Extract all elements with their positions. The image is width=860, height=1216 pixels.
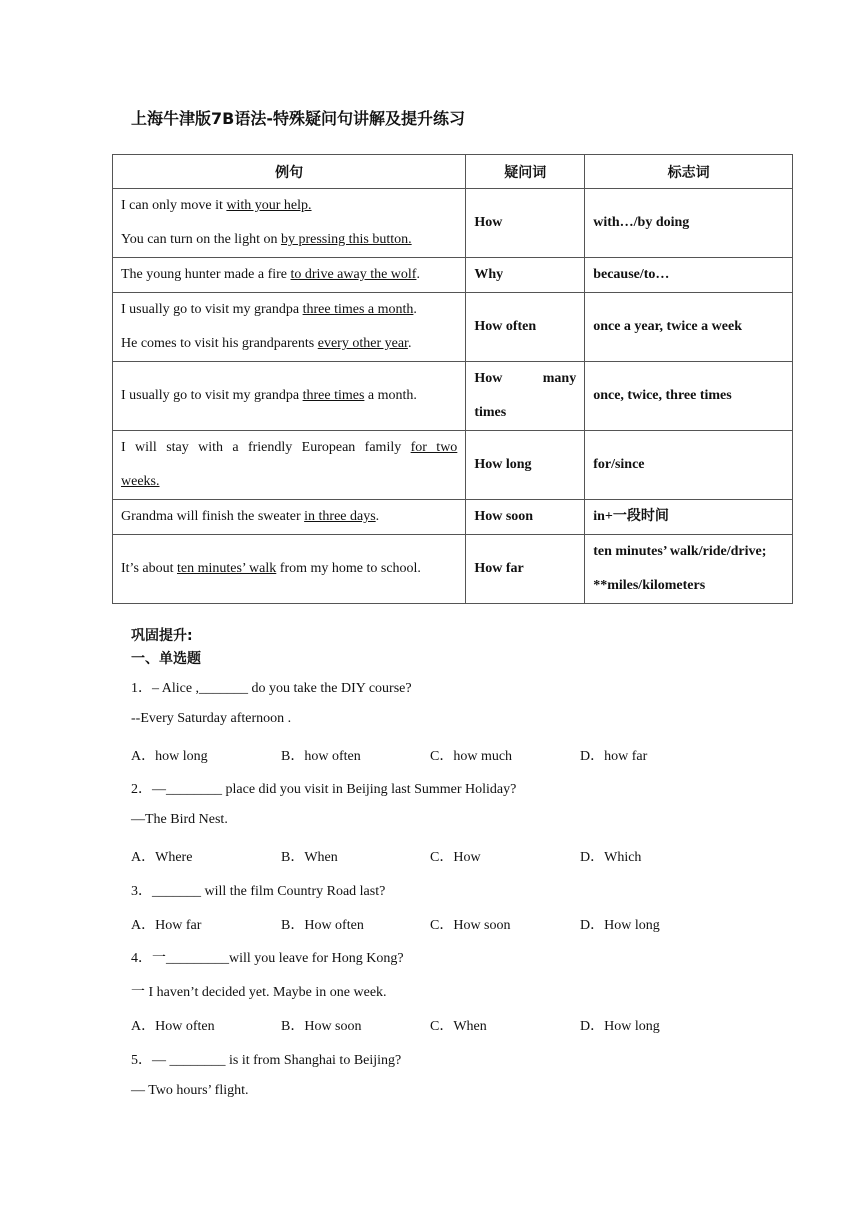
table-row <box>113 258 793 293</box>
question-word-table <box>112 154 793 604</box>
section-heading-consolidate: 巩固提升: <box>131 628 193 644</box>
question-2-option-b: B．When <box>281 850 338 865</box>
question-5-text: 5．— ________ is it from Shanghai to Beijing? <box>131 1053 402 1068</box>
section-heading-single-choice: 一、单选题 <box>131 651 201 667</box>
question-2-option-a: A．Where <box>131 850 193 865</box>
example-cell <box>113 431 466 500</box>
question-word-line: How many <box>474 371 577 386</box>
table-row <box>113 189 793 258</box>
header-example: 例句 <box>113 155 466 189</box>
example-sentence: I will stay with a friendly European family for two weeks. <box>121 440 458 489</box>
marker-word-cell: for/since <box>585 431 793 500</box>
question-4-option-b: B．How soon <box>281 1019 362 1034</box>
example-sentence: I usually go to visit my grandpa three times a month. <box>121 302 417 317</box>
question-word-cell: How far <box>466 535 585 604</box>
table-row <box>113 431 793 500</box>
question-1-option-c: C．how much <box>430 749 513 764</box>
question-4-option-c: C．When <box>430 1019 487 1034</box>
question-word-cell: How often <box>466 293 585 362</box>
example-cell <box>113 535 466 604</box>
question-word-cell: How soon <box>466 500 585 535</box>
question-2-text: 2．—________ place did you visit in Beijing last Summer Holiday? <box>131 782 517 797</box>
question-3-option-d: D．How long <box>580 918 660 933</box>
marker-word-cell: because/to… <box>585 258 793 293</box>
header-question-word: 疑问词 <box>466 155 585 189</box>
table-row <box>113 535 793 604</box>
marker-word-cell: once a year, twice a week <box>585 293 793 362</box>
marker-word-cell: in+一段时间 <box>585 500 793 535</box>
example-sentence: I can only move it with your help. <box>121 198 312 213</box>
example-sentence: You can turn on the light on by pressing this button. <box>121 232 412 247</box>
example-sentence: I usually go to visit my grandpa three times a month. <box>121 388 417 403</box>
question-1-text: 1．– Alice ,_______ do you take the DIY course? <box>131 681 412 696</box>
question-4-option-d: D．How long <box>580 1019 660 1034</box>
question-3-option-a: A．How far <box>131 918 202 933</box>
question-3-option-c: C．How soon <box>430 918 511 933</box>
example-sentence: The young hunter made a fire to drive away the wolf. <box>121 267 420 282</box>
question-5-answer-line: — Two hours’ flight. <box>131 1083 249 1098</box>
question-2-option-c: C．How <box>430 850 481 865</box>
marker-word-line: ten minutes’ walk/ride/drive; <box>593 544 767 559</box>
marker-word-cell: with…/by doing <box>585 189 793 258</box>
example-cell <box>113 189 466 258</box>
question-word-cell: How <box>466 189 585 258</box>
table-header-row <box>113 155 793 189</box>
marker-word-cell: once, twice, three times <box>585 362 793 431</box>
table-row <box>113 500 793 535</box>
table-row <box>113 293 793 362</box>
question-3-option-b: B．How often <box>281 918 364 933</box>
example-sentence: Grandma will finish the sweater in three days. <box>121 509 380 524</box>
document-title: 上海牛津版7B语法-特殊疑问句讲解及提升练习 <box>131 109 465 128</box>
question-word-cell: Why <box>466 258 585 293</box>
question-3-text: 3．_______ will the film Country Road last? <box>131 884 386 899</box>
example-sentence: It’s about ten minutes’ walk from my home to school. <box>121 561 421 576</box>
header-marker-word: 标志词 <box>585 155 793 189</box>
marker-word-line: **miles/kilometers <box>593 578 706 593</box>
example-cell <box>113 293 466 362</box>
question-2-option-d: D．Which <box>580 850 642 865</box>
example-cell <box>113 258 466 293</box>
question-word-line: times <box>474 405 507 420</box>
question-1-option-a: A．how long <box>131 749 208 764</box>
question-1-option-d: D．how far <box>580 749 648 764</box>
table-row <box>113 362 793 431</box>
question-word-cell <box>466 362 585 431</box>
example-cell <box>113 362 466 431</box>
marker-word-cell <box>585 535 793 604</box>
question-4-text: 4．一_________will you leave for Hong Kong? <box>131 951 404 966</box>
question-4-option-a: A．How often <box>131 1019 215 1034</box>
question-4-answer-line: 一 I haven’t decided yet. Maybe in one week. <box>131 985 387 1000</box>
question-2-answer-line: —The Bird Nest. <box>131 812 228 827</box>
question-word-cell: How long <box>466 431 585 500</box>
example-cell <box>113 500 466 535</box>
question-1-option-b: B．how often <box>281 749 361 764</box>
question-1-answer-line: --Every Saturday afternoon . <box>131 711 292 726</box>
example-sentence: He comes to visit his grandparents every other year. <box>121 336 412 351</box>
